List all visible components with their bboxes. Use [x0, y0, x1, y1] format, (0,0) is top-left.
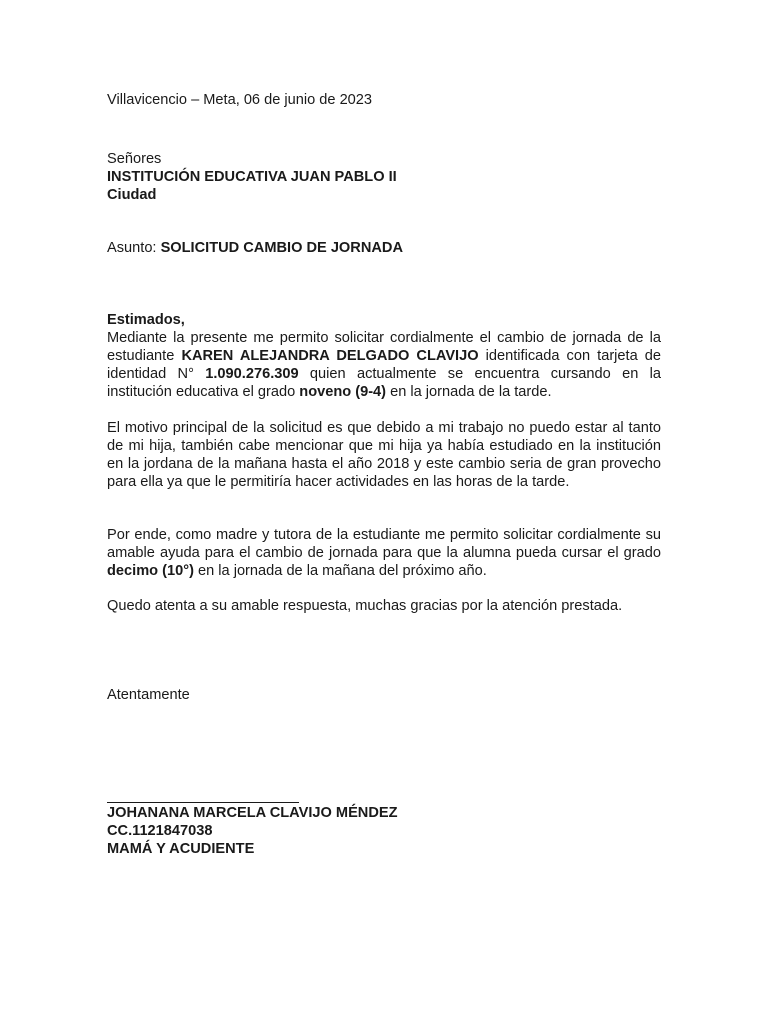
paragraph-request-text-2: identificada con tarjeta de identidad N° [107, 348, 662, 382]
signer-name: JOHANANA MARCELA CLAVIJO MÉNDEZ [107, 805, 398, 821]
paragraph-request-text-1: Mediante la presente me permito solicitar cordialmente el cambio de jornada de la estudiante [107, 330, 661, 364]
addressee-salutation: Señores [107, 151, 162, 167]
paragraph-thanks: Quedo atenta a su amable respuesta, muchas gracias por la atención prestada. [107, 598, 623, 614]
subject-label: Asunto: [107, 240, 157, 256]
subject-text: SOLICITUD CAMBIO DE JORNADA [160, 240, 403, 256]
paragraph-reason: El motivo principal de la solicitud es que debido a mi trabajo no puedo estar al tanto de mi hija, también cabe mencionar que mi hija ya había estudiado en la institución en la jordana de la mañana hasta el año 2018 y este cambio seria de gran provecho para ella ya que le permitiría hacer actividades en las horas de la tarde. [107, 420, 661, 490]
signature-line [107, 793, 299, 803]
student-id-number: 1.090.276.309 [205, 366, 299, 382]
student-name: KAREN ALEJANDRA DELGADO CLAVIJO [181, 348, 479, 364]
paragraph-petition-text-1: Por ende, como madre y tutora de la estudiante me permito solicitar cordialmente su amable ayuda para el cambio de jornada para que la alumna pueda cursar el grado [107, 527, 661, 561]
paragraph-request-text-4: en la jornada de la tarde. [390, 384, 552, 400]
current-grade: noveno (9-4) [299, 384, 387, 400]
addressee-block [107, 150, 661, 204]
closing: Atentamente [107, 687, 190, 703]
addressee-city: Ciudad [107, 187, 157, 203]
signature-block [107, 793, 661, 858]
date-line: Villavicencio – Meta, 06 de junio de 2023 [107, 92, 373, 108]
paragraph-request-text-3: quien actualmente se encuentra cursando en la institución educativa el grado [107, 366, 661, 400]
addressee-institution: INSTITUCIÓN EDUCATIVA JUAN PABLO II [107, 169, 397, 185]
signer-role: MAMÁ Y ACUDIENTE [107, 841, 255, 857]
subject-line [107, 239, 403, 257]
target-grade: decimo (10°) [107, 563, 194, 579]
paragraph-petition [107, 526, 661, 580]
greeting: Estimados, [107, 312, 185, 328]
paragraph-petition-text-2: en la jornada de la mañana del próximo año. [198, 563, 487, 579]
paragraph-request [107, 329, 661, 401]
signer-id: CC.1121847038 [107, 823, 213, 839]
